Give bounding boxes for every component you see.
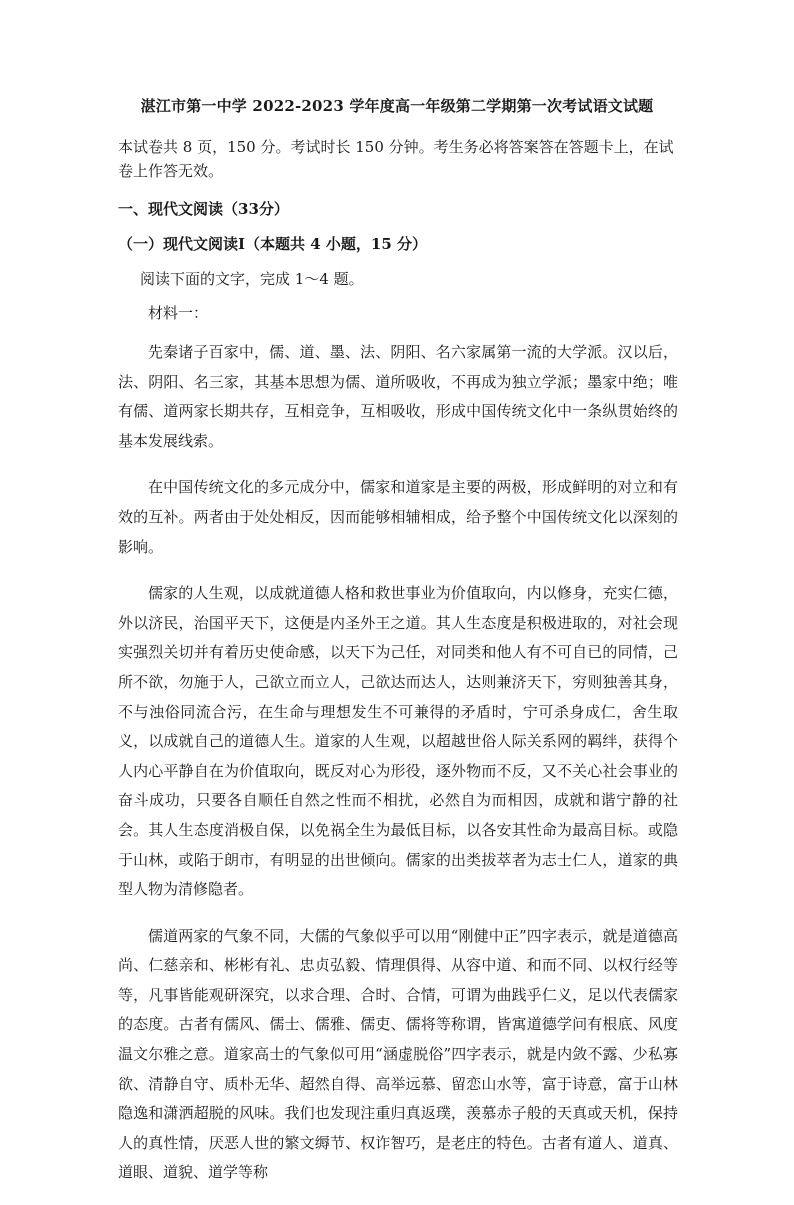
passage-paragraph: 儒道两家的气象不同，大儒的气象似乎可以用“刚健中正”四字表示，就是道德高尚、仁慈亲和、彬彬有礼、忠贞弘毅、情理俱得、从容中道、和而不同、以权行经等等，凡事皆能观研深究，以求合理、合时、合情，可谓为曲践乎仁义，足以代表儒家的态度。古者有儒风、儒士、儒雅、儒吏、儒将等称谓，皆寓道德学问有根底、风度温文尔雅之意。道家高士的气象似可用“涵虚脱俗”四字表示，就是内敛不露、少私寡欲、清静自守、质朴无华、超然自得、高举远慕、留恋山水等，富于诗意，富于山林隐逸和潇洒超脱的风味。我们也发现注重归真返璞，羡慕赤子般的天真或天机，保持人的真性情，厌恶人世的繁文缛节、权诈智巧，是老庄的特色。古者有道人、道真、道眼、道貌、道学等称 [118,926,678,1182]
passage-paragraph: 儒家的人生观，以成就道德人格和救世事业为价值取向，内以修身，充实仁德，外以济民，治国平天下，这便是内圣外王之道。其人生态度是积极进取的，对社会现实强烈关切并有着历史使命感，以天下为己任，对同类和他人有不可自已的同情，己所不欲，勿施于人，己欲立而立人，己欲达而达人，达则兼济天下，穷则独善其身，不与浊俗同流合污，在生命与理想发生不可兼得的矛盾时，宁可杀身成仁，舍生取义，以成就自己的道德人生。道家的人生观，以超越世俗人际关系网的羁绊，获得个人内心平静自在为价值取向，既反对心为形役，逐外物而不反，又不关心社会事业的奋斗成功，只要各自顺任自然之性而不相扰，必然自为而相因，成就和谐宁静的社会。其人生态度消极自保，以免祸全生为最低目标，以各安其性命为最高目标。或隐于山林，或陷于朗市，有明显的出世倾向。儒家的出类拔萃者为志士仁人，道家的典型人物为清修隐者。 [118,584,678,899]
subsection-heading: （一）现代文阅读Ⅰ（本题共 4 小题，15 分） [118,235,427,253]
passage-body [118,338,678,1205]
passage-paragraph: 在中国传统文化的多元成分中，儒家和道家是主要的两极，形成鲜明的对立和有效的互补。两者由于处处相反，因而能够相辅相成，给予整个中国传统文化以深刻的影响。 [118,478,678,556]
material-label: 材料一： [148,304,209,322]
reading-instruction: 阅读下面的文字，完成 1～4 题。 [140,270,364,288]
exam-instructions: 本试卷共 8 页，150 分。考试时长 150 分钟。考生务必将答案答在答题卡上，在试卷上作答无效。 [118,138,674,180]
passage-paragraph: 先秦诸子百家中，儒、道、墨、法、阴阳、名六家属第一流的大学派。汉以后，法、阴阳、名三家，其基本思想为儒、道所吸收，不再成为独立学派；墨家中绝；唯有儒、道两家长期共存，互相竞争，互相吸收，形成中国传统文化中一条纵贯始终的基本发展线索。 [118,343,678,450]
exam-title: 湛江市第一中学 2022-2023 学年度高一年级第二学期第一次考试语文试题 [140,97,654,115]
section-heading: 一、现代文阅读（33分） [118,200,289,218]
